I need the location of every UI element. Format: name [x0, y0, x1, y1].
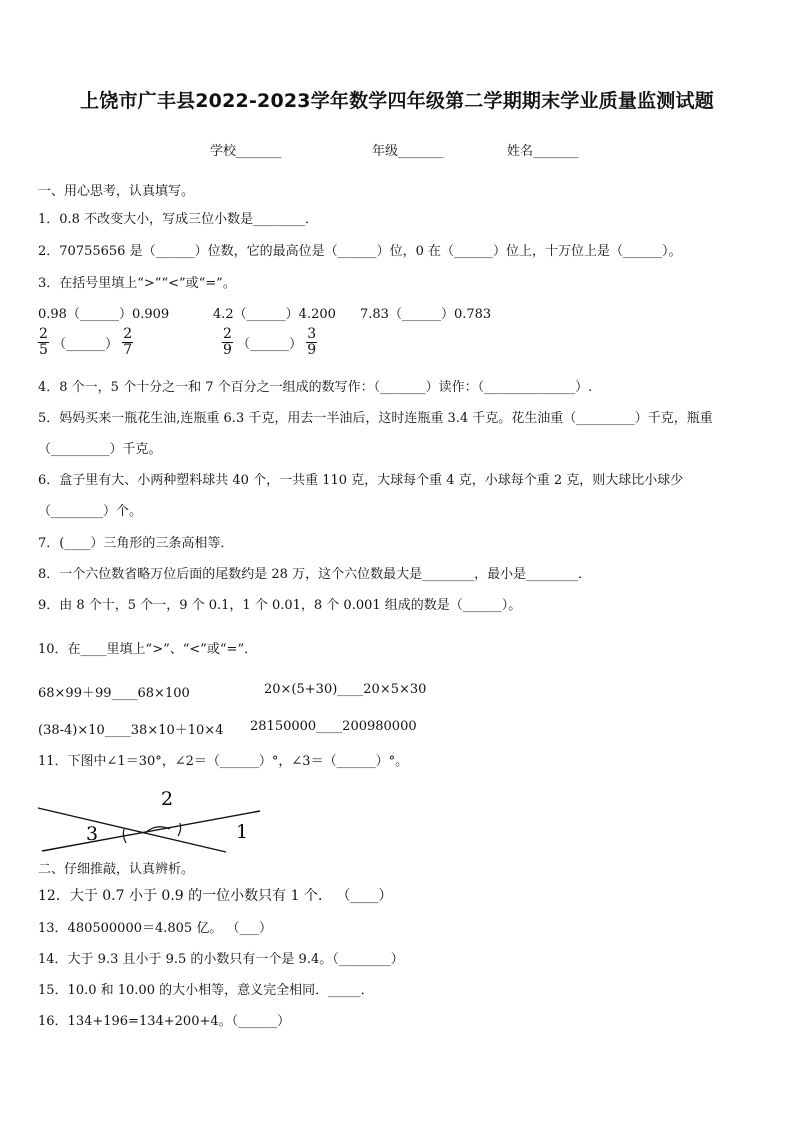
- question-10: 10．在____里填上“>”、“<”或“=”．: [38, 642, 258, 657]
- question-11: 11．下图中∠1＝30°，∠2＝（______）°，∠3＝（______）°。: [38, 754, 409, 769]
- question-1: 1．0.8 不改变大小，写成三位小数是________．: [38, 212, 319, 227]
- question-13: 13．480500000＝4.805 亿。 （___）: [38, 921, 272, 936]
- q3-item-2: 4.2（______）4.200: [213, 307, 336, 322]
- fraction-3-9: $\frac{3}{9}$: [307, 326, 317, 358]
- section-1-heading: 一、用心思考，认真填写。: [38, 184, 195, 199]
- school-field: 学校_______: [210, 144, 282, 159]
- fraction-2-9: $\frac{2}{9}$: [223, 326, 232, 358]
- question-3: 3．在括号里填上“>”“<”或“=”。: [38, 276, 236, 291]
- q10-item-4: 28150000____200980000: [250, 719, 417, 734]
- question-4: 4．8 个一，5 个十分之一和 7 个百分之一组成的数写作：（_______）读作：（______________）.: [38, 380, 593, 395]
- angle-1-label: 1: [236, 821, 249, 843]
- question-8: 8．一个六位数省略万位后面的尾数约是 28 万，这个六位数最大是________，最小是________．: [38, 567, 592, 582]
- q3-fraction-row-right: [222, 327, 317, 358]
- angle-2-label: 2: [161, 788, 174, 810]
- question-6-line-1: 6．盒子里有大、小两种塑料球共 40 个，一共重 110 克，大球每个重 4 克，小球每个重 2 克，则大球比小球少: [38, 473, 684, 488]
- angle-3-label: 3: [86, 823, 99, 845]
- fraction-2-5: $\frac{2}{5}$: [39, 326, 48, 358]
- question-6-line-2: （________）个。: [38, 504, 143, 519]
- q10-item-1: 68×99＋99____68×100: [38, 686, 190, 701]
- q10-item-3: (38-4)×10____38×10＋10×4: [38, 723, 224, 738]
- question-16: 16．134+196=134+200+4。（______）: [38, 1014, 291, 1029]
- page-title: 上饶市广丰县2022-2023学年数学四年级第二学期期末学业质量监测试题: [80, 90, 714, 112]
- question-15: 15．10.0 和 10.00 的大小相等，意义完全相同．_____．: [38, 983, 374, 998]
- question-5-line-1: 5．妈妈买来一瓶花生油,连瓶重 6.3 千克，用去一半油后，这时连瓶重 3.4 千克。花生油重（_________）千克，瓶重: [38, 411, 713, 426]
- question-5-line-2: （_________）千克。: [38, 442, 162, 457]
- q3-blank-5: （______）: [237, 337, 303, 352]
- q10-item-2: 20×(5+30)____20×5×30: [264, 682, 427, 697]
- fraction-2-7: $\frac{2}{7}$: [123, 326, 133, 358]
- question-9: 9．由 8 个十，5 个一，9 个 0.1，1 个 0.01，8 个 0.001 组成的数是（______）。: [38, 598, 522, 613]
- grade-field: 年级_______: [372, 144, 444, 159]
- section-2-heading: 二、仔细推敲，认真辨析。: [38, 862, 195, 877]
- question-14: 14．大于 9.3 且小于 9.5 的小数只有一个是 9.4。（________）: [38, 952, 404, 967]
- question-2: 2．70755656 是（______）位数，它的最高位是（______）位，0 在（______）位上，十万位上是（______）。: [38, 244, 682, 259]
- q3-blank-4: （______）: [53, 337, 119, 352]
- question-7: 7．(____）三角形的三条高相等．: [38, 536, 234, 551]
- angle-figure: [30, 785, 270, 860]
- name-field: 姓名_______: [507, 144, 579, 159]
- q3-item-1: 0.98（______）0.909: [38, 307, 170, 322]
- q3-fraction-row-left: [38, 327, 133, 358]
- q3-item-3: 7.83（______）0.783: [360, 307, 492, 322]
- question-12: 12．大于 0.7 小于 0.9 的一位小数只有 1 个． （____）: [38, 888, 393, 904]
